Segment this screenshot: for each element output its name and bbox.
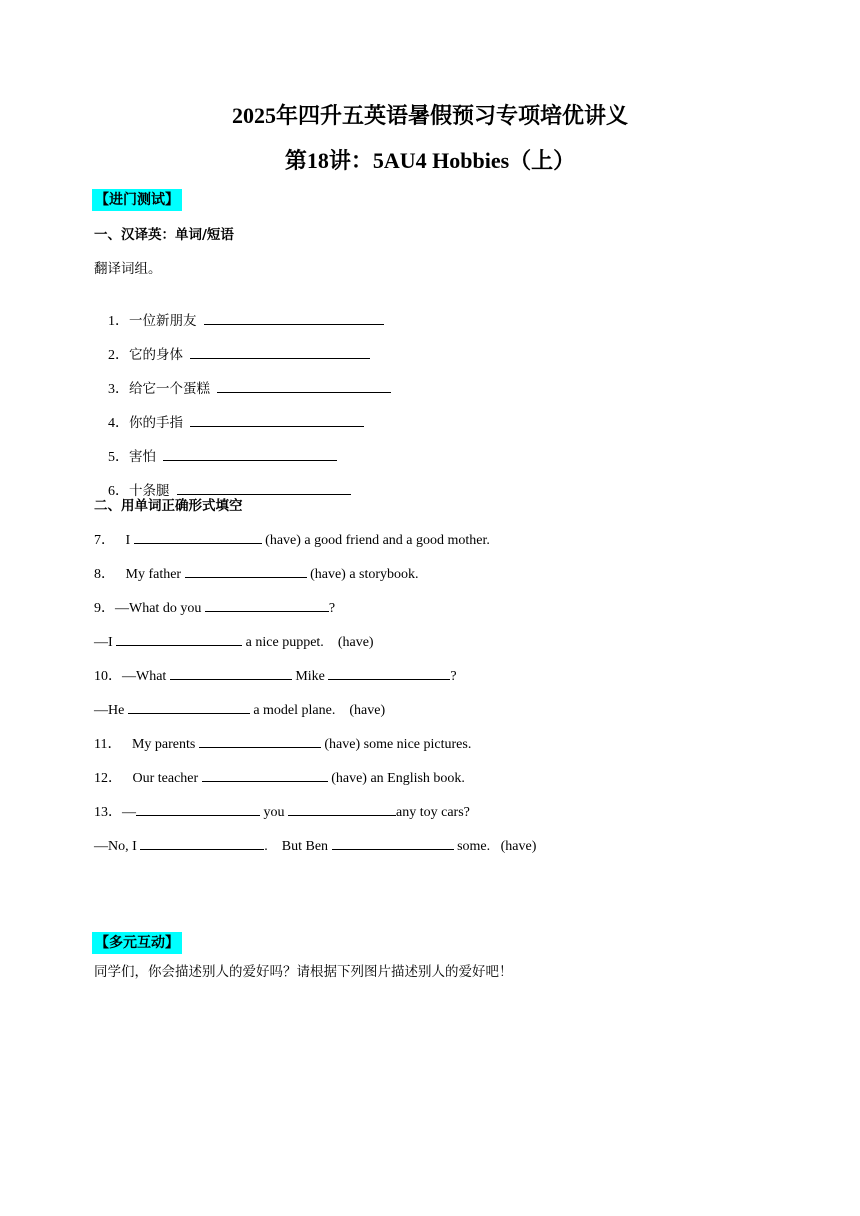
answer-blank[interactable] <box>204 312 384 325</box>
question-text: —I <box>94 635 113 650</box>
answer-blank[interactable] <box>170 667 292 680</box>
part1-heading: 一、汉译英：单词/短语 <box>94 227 234 243</box>
item-number: 1． <box>108 314 129 329</box>
answer-blank[interactable] <box>163 448 337 461</box>
question-8 <box>94 565 419 584</box>
question-text: (have) <box>349 703 386 718</box>
question-10b <box>94 701 385 720</box>
answer-blank[interactable] <box>288 803 396 816</box>
question-12 <box>94 769 465 788</box>
answer-blank[interactable] <box>205 599 329 612</box>
answer-blank[interactable] <box>185 565 307 578</box>
answer-blank[interactable] <box>190 346 370 359</box>
section-tag-interaction: 【多元互动】 <box>92 932 182 954</box>
question-text: — <box>122 805 136 820</box>
item-number: 6． <box>108 484 129 499</box>
question-text: My father <box>125 567 182 582</box>
document-subtitle: 第18讲：5AU4 Hobbies（上） <box>284 148 576 173</box>
answer-blank[interactable] <box>140 837 264 850</box>
question-text: a nice puppet. <box>245 635 324 650</box>
item-number: 11． <box>94 737 122 752</box>
item-text: 一位新朋友 <box>129 313 197 329</box>
question-text: I <box>125 533 131 548</box>
question-text: ? <box>450 669 457 684</box>
question-text: —He <box>94 703 125 718</box>
question-text: . <box>264 839 268 854</box>
item-number: 7． <box>94 533 115 548</box>
question-13b <box>94 837 536 856</box>
question-text: —What do you <box>115 601 202 616</box>
question-text: you <box>263 805 285 820</box>
item-text: 十条腿 <box>129 483 170 499</box>
question-9a <box>94 599 335 618</box>
item-number: 12． <box>94 771 122 786</box>
item-text: 给它一个蛋糕 <box>129 381 210 397</box>
question-text: some. <box>457 839 491 854</box>
item-number: 8． <box>94 567 115 582</box>
question-text: (have) <box>500 839 537 854</box>
answer-blank[interactable] <box>202 769 328 782</box>
question-text: My parents <box>131 737 196 752</box>
question-text: (have) a good friend and a good mother. <box>265 533 490 548</box>
item-number: 4． <box>108 416 129 431</box>
item-number: 3． <box>108 382 129 397</box>
answer-blank[interactable] <box>332 837 454 850</box>
question-9b <box>94 633 374 652</box>
item-number: 9． <box>94 601 115 616</box>
question-text: a model plane. <box>253 703 336 718</box>
question-text: Mike <box>295 669 325 684</box>
answer-blank[interactable] <box>136 803 260 816</box>
item-number: 13． <box>94 805 122 820</box>
answer-blank[interactable] <box>134 531 262 544</box>
answer-blank[interactable] <box>190 414 364 427</box>
answer-blank[interactable] <box>328 667 450 680</box>
question-text: (have) <box>337 635 374 650</box>
answer-blank[interactable] <box>116 633 242 646</box>
answer-blank[interactable] <box>177 482 351 495</box>
item-number: 2． <box>108 348 129 363</box>
part1-instruction: 翻译词组。 <box>94 261 162 277</box>
answer-blank[interactable] <box>128 701 250 714</box>
question-text: (have) an English book. <box>331 771 465 786</box>
question-13a <box>94 803 470 822</box>
part2-heading: 二、用单词正确形式填空 <box>94 498 243 514</box>
section-tag-entry-test: 【进门测试】 <box>92 189 182 211</box>
question-text: But Ben <box>281 839 329 854</box>
item-text: 它的身体 <box>129 347 183 363</box>
item-number: 10． <box>94 669 122 684</box>
item-number: 5． <box>108 450 129 465</box>
answer-blank[interactable] <box>199 735 321 748</box>
question-text: ? <box>328 601 336 616</box>
item-text: 你的手指 <box>129 415 183 431</box>
interaction-text: 同学们，你会描述别人的爱好吗？请根据下列图片描述别人的爱好吧！ <box>94 964 513 980</box>
question-text: —No, I <box>94 839 137 854</box>
question-10a <box>94 667 457 686</box>
question-text: any toy cars? <box>396 805 470 820</box>
question-text: —What <box>122 669 167 684</box>
document-title: 2025年四升五英语暑假预习专项培优讲义 <box>231 103 628 128</box>
question-7 <box>94 531 490 550</box>
question-11 <box>94 735 471 754</box>
question-text: (have) some nice pictures. <box>324 737 472 752</box>
answer-blank[interactable] <box>217 380 391 393</box>
item-text: 害怕 <box>129 449 156 465</box>
question-text: Our teacher <box>132 771 199 786</box>
question-text: (have) a storybook. <box>310 567 419 582</box>
